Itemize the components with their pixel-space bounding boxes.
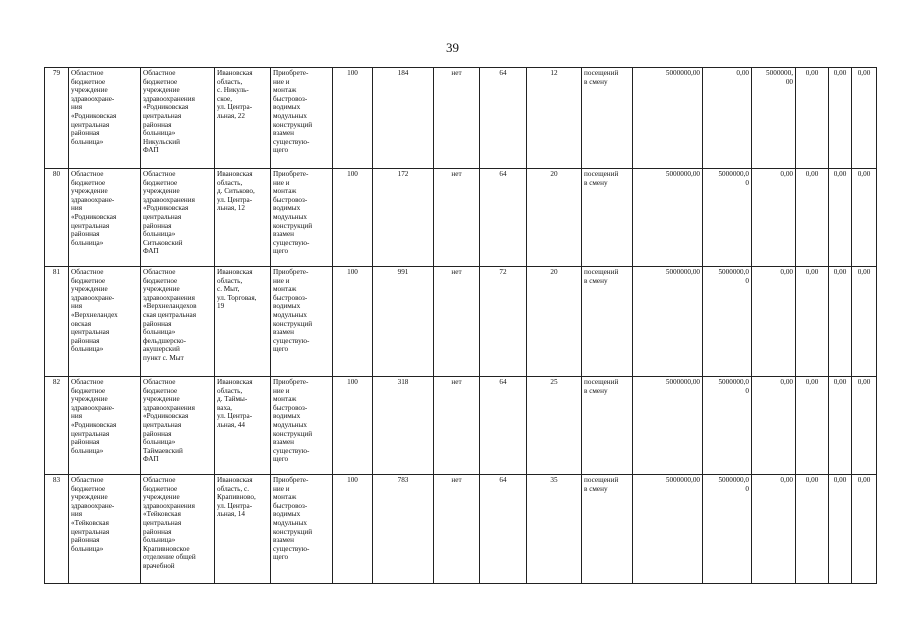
unit-cell: посещений в смену bbox=[582, 475, 633, 584]
page-number: 39 bbox=[446, 40, 459, 55]
amount-cell: 0,00 bbox=[852, 68, 877, 169]
amount-cell: 0,00 bbox=[829, 475, 852, 584]
value-cell: 72 bbox=[480, 267, 527, 377]
row-number: 81 bbox=[45, 267, 69, 377]
action-cell: Приобрете- ние и монтаж быстровоз- водимых модульных конструкций взамен существую- щего bbox=[271, 475, 333, 584]
amount-cell: 0,00 bbox=[796, 475, 829, 584]
address-cell: Ивановская область, с. Никуль- ское, ул. Центра- льная, 22 bbox=[215, 68, 271, 169]
amount-cell: 0,00 bbox=[796, 377, 829, 475]
amount-cell: 0,00 bbox=[829, 267, 852, 377]
capacity-cell: 35 bbox=[527, 475, 582, 584]
amount-cell: 0,00 bbox=[852, 377, 877, 475]
facility-cell: Областное бюджетное учреждение здравоохранения «Тейковская центральная районная больница» Крапивновское отделение общей врачебной bbox=[141, 475, 215, 584]
amount-cell: 0,00 bbox=[752, 267, 796, 377]
capacity-cell: 25 bbox=[527, 377, 582, 475]
table-row bbox=[45, 475, 877, 584]
value-cell: 64 bbox=[480, 475, 527, 584]
amount-cell: 5000000,00 bbox=[633, 169, 703, 267]
amount-cell: 0,00 bbox=[829, 377, 852, 475]
capacity-cell: 20 bbox=[527, 169, 582, 267]
capacity-cell: 12 bbox=[527, 68, 582, 169]
row-number: 79 bbox=[45, 68, 69, 169]
amount-cell: 0,00 bbox=[852, 169, 877, 267]
facility-cell: Областное бюджетное учреждение здравоохранения «Родниковская центральная районная больница» Ситьковский ФАП bbox=[141, 169, 215, 267]
table-body bbox=[45, 68, 877, 584]
address-cell: Ивановская область, д. Ситьково, ул. Центра- льная, 12 bbox=[215, 169, 271, 267]
owner-cell: Областное бюджетное учреждение здравоохране- ния «Родниковская центральная районная больница» bbox=[69, 377, 141, 475]
value-cell: 783 bbox=[373, 475, 434, 584]
value-cell: 991 bbox=[373, 267, 434, 377]
amount-cell: 0,00 bbox=[796, 68, 829, 169]
action-cell: Приобрете- ние и монтаж быстровоз- водимых модульных конструкций взамен существую- щего bbox=[271, 377, 333, 475]
value-cell: 318 bbox=[373, 377, 434, 475]
amount-cell: 0,00 bbox=[796, 169, 829, 267]
unit-cell: посещений в смену bbox=[582, 377, 633, 475]
flag-cell: нет bbox=[434, 377, 480, 475]
percent-cell: 100 bbox=[333, 377, 373, 475]
table-row bbox=[45, 377, 877, 475]
unit-cell: посещений в смену bbox=[582, 68, 633, 169]
amount-cell: 0,00 bbox=[829, 68, 852, 169]
table-row bbox=[45, 267, 877, 377]
value-cell: 64 bbox=[480, 68, 527, 169]
owner-cell: Областное бюджетное учреждение здравоохране- ния «Родниковская центральная районная больница» bbox=[69, 68, 141, 169]
action-cell: Приобрете- ние и монтаж быстровоз- водимых модульных конструкций взамен существую- щего bbox=[271, 267, 333, 377]
amount-cell: 0,00 bbox=[852, 475, 877, 584]
table-row bbox=[45, 169, 877, 267]
percent-cell: 100 bbox=[333, 267, 373, 377]
amount-cell: 0,00 bbox=[752, 377, 796, 475]
percent-cell: 100 bbox=[333, 68, 373, 169]
amount-cell: 5000000,0 0 bbox=[703, 267, 752, 377]
amount-cell: 5000000,00 bbox=[633, 68, 703, 169]
value-cell: 172 bbox=[373, 169, 434, 267]
address-cell: Ивановская область, д. Таймы- ваха, ул. Центра- льная, 44 bbox=[215, 377, 271, 475]
amount-cell: 0,00 bbox=[752, 475, 796, 584]
percent-cell: 100 bbox=[333, 475, 373, 584]
amount-cell: 0,00 bbox=[829, 169, 852, 267]
flag-cell: нет bbox=[434, 267, 480, 377]
row-number: 82 bbox=[45, 377, 69, 475]
facility-cell: Областное бюджетное учреждение здравоохранения «Верхнеландехов ская центральная районная больница» фельдшерско- акушерский пункт с. Мыт bbox=[141, 267, 215, 377]
row-number: 83 bbox=[45, 475, 69, 584]
percent-cell: 100 bbox=[333, 169, 373, 267]
owner-cell: Областное бюджетное учреждение здравоохране- ния «Тейковская центральная районная больница» bbox=[69, 475, 141, 584]
flag-cell: нет bbox=[434, 68, 480, 169]
amount-cell: 5000000,00 bbox=[633, 377, 703, 475]
address-cell: Ивановская область, с. Мыт, ул. Торговая, 19 bbox=[215, 267, 271, 377]
amount-cell: 5000000, 00 bbox=[752, 68, 796, 169]
amount-cell: 5000000,00 bbox=[633, 267, 703, 377]
table-row bbox=[45, 68, 877, 169]
owner-cell: Областное бюджетное учреждение здравоохране- ния «Верхнеландех овская центральная районная больница» bbox=[69, 267, 141, 377]
facility-cell: Областное бюджетное учреждение здравоохранения «Родниковская центральная районная больница» Никульский ФАП bbox=[141, 68, 215, 169]
amount-cell: 0,00 bbox=[796, 267, 829, 377]
row-number: 80 bbox=[45, 169, 69, 267]
facility-cell: Областное бюджетное учреждение здравоохранения «Родниковская центральная районная больница» Таймаевский ФАП bbox=[141, 377, 215, 475]
unit-cell: посещений в смену bbox=[582, 267, 633, 377]
facilities-table bbox=[44, 67, 877, 584]
flag-cell: нет bbox=[434, 475, 480, 584]
value-cell: 64 bbox=[480, 169, 527, 267]
amount-cell: 5000000,0 0 bbox=[703, 377, 752, 475]
amount-cell: 5000000,0 0 bbox=[703, 169, 752, 267]
amount-cell: 0,00 bbox=[852, 267, 877, 377]
value-cell: 184 bbox=[373, 68, 434, 169]
flag-cell: нет bbox=[434, 169, 480, 267]
action-cell: Приобрете- ние и монтаж быстровоз- водимых модульных конструкций взамен существую- щего bbox=[271, 68, 333, 169]
amount-cell: 0,00 bbox=[752, 169, 796, 267]
amount-cell: 5000000,00 bbox=[633, 475, 703, 584]
unit-cell: посещений в смену bbox=[582, 169, 633, 267]
address-cell: Ивановская область, с. Крапивново, ул. Центра- льная, 14 bbox=[215, 475, 271, 584]
capacity-cell: 20 bbox=[527, 267, 582, 377]
value-cell: 64 bbox=[480, 377, 527, 475]
amount-cell: 0,00 bbox=[703, 68, 752, 169]
amount-cell: 5000000,0 0 bbox=[703, 475, 752, 584]
owner-cell: Областное бюджетное учреждение здравоохране- ния «Родниковская центральная районная больница» bbox=[69, 169, 141, 267]
action-cell: Приобрете- ние и монтаж быстровоз- водимых модульных конструкций взамен существую- щего bbox=[271, 169, 333, 267]
